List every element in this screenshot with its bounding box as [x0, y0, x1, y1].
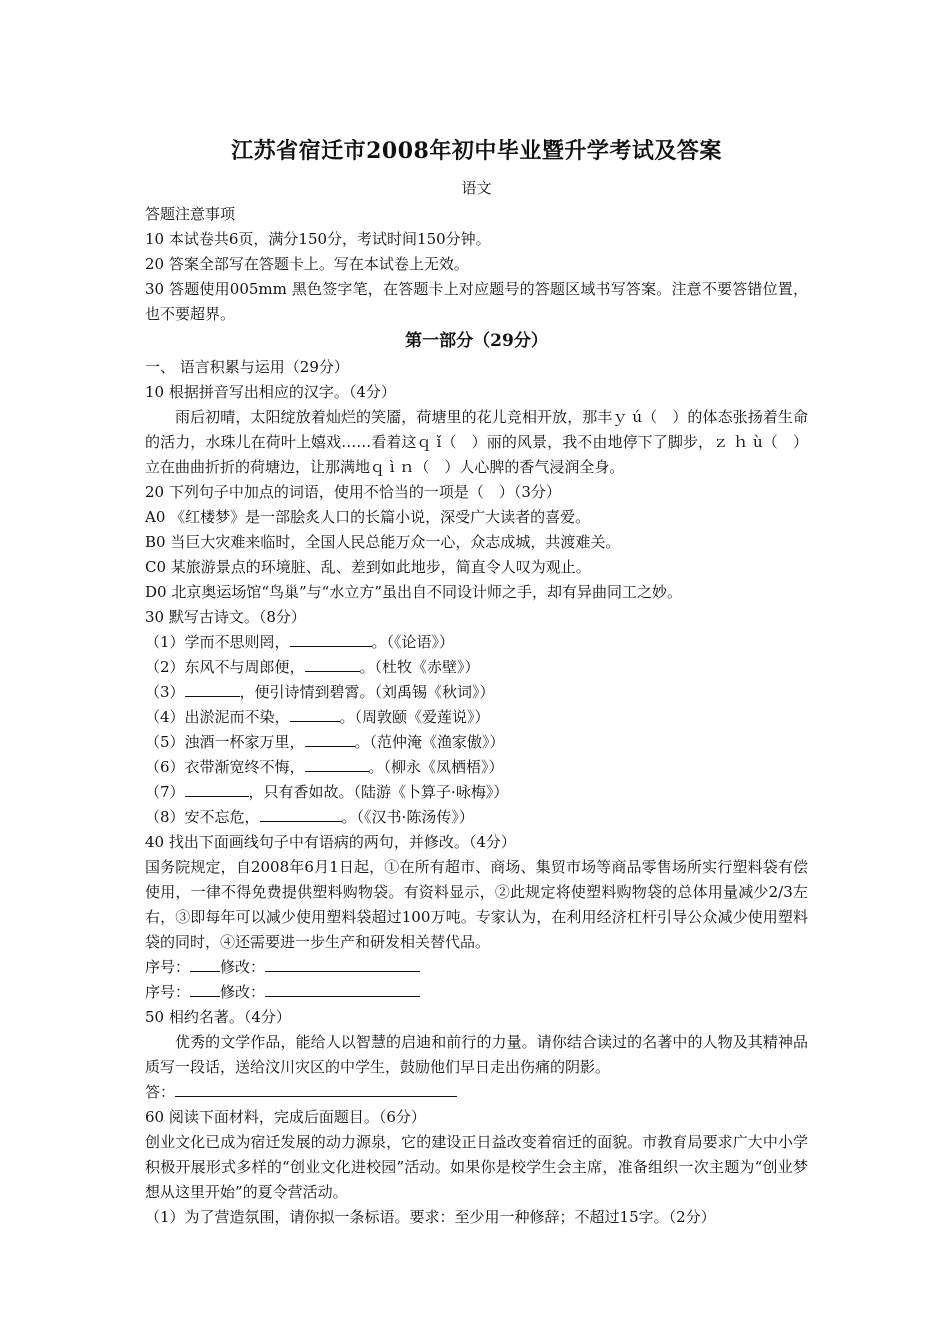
- q3-line-1: [145, 630, 808, 655]
- q3-line-3: [145, 680, 808, 705]
- q3-line-4-post: 。（周敦颐《爱莲说》）: [339, 708, 490, 726]
- q3-line-4-pre: （4）出淤泥而不染，: [145, 708, 290, 726]
- q4-answer-row-2: [145, 980, 808, 1005]
- q2-option-d: D0 北京奥运场馆“鸟巢”与“水立方”虽出自不同设计师之手，却有异曲同工之妙。: [145, 583, 683, 601]
- q3-line-3-post: ，便引诗情到碧霄。（刘禹锡《秋词》）: [239, 683, 495, 701]
- part1-subheading: 一、 语言积累与运用（29分）: [145, 358, 349, 376]
- q5-answer-row: [145, 1080, 808, 1105]
- q3-line-2-pre: （2）东风不与周郎便，: [145, 658, 305, 676]
- q2-option-c: C0 某旅游景点的环境脏、乱、差到如此地步，简直令人叹为观止。: [145, 558, 591, 576]
- q3-blank-6[interactable]: [305, 757, 369, 772]
- q3-line-1-pre: （1）学而不思则罔，: [145, 633, 290, 651]
- q5-answer-blank[interactable]: [175, 1082, 457, 1097]
- q4-answer-row-1: [145, 955, 808, 980]
- q4-seq-blank-1[interactable]: [190, 957, 220, 972]
- q5-answer-label: 答：: [145, 1083, 176, 1101]
- q3-line-6-post: 。（柳永《凤栖梧》）: [368, 758, 504, 776]
- q4-stem: 40 找出下面画线句子中有语病的两句，并修改。（4分）: [145, 833, 516, 851]
- q3-line-5-post: 。（范仲淹《渔家傲》）: [354, 733, 505, 751]
- q3-line-7-pre: （7）: [145, 783, 185, 801]
- q3-line-7-post: ，只有香如故。（陆游《卜算子·咏梅》）: [248, 783, 509, 801]
- q6-stem: 60 阅读下面材料，完成后面题目。（6分）: [145, 1108, 426, 1126]
- note-1: 10 本试卷共6页，满分150分，考试时间150分钟。: [145, 230, 491, 248]
- q4-text: 国务院规定，自2008年6月1日起，①在所有超市、商场、集贸市场等商品零售场所实行塑料袋有偿使用，一律不得免费提供塑料购物袋。有资料显示，②此规定将使塑料购物袋的总体用量减少2/3左右，③即每年可以减少使用塑料袋超过100万吨。专家认为，在利用经济杠杆引导公众减少使用塑料袋的同时，④还需要进一步生产和研发相关替代品。: [145, 858, 808, 951]
- q3-line-8-pre: （8）安不忘危，: [145, 808, 260, 826]
- note-3: 30 答题使用005mm 黑色签字笔，在答题卡上对应题号的答题区域书写答案。注意不要答错位置，也不要超界。: [145, 280, 808, 323]
- q1-stem: 10 根据拼音写出相应的汉字。（4分）: [145, 383, 396, 401]
- q2-stem: 20 下列句子中加点的词语，使用不恰当的一项是（ ）（3分）: [145, 483, 561, 501]
- q3-line-5-pre: （5）浊酒一杯家万里，: [145, 733, 305, 751]
- q4-seq-label-2: 序号：: [145, 983, 191, 1001]
- q2-option-b: B0 当巨大灾难来临时，全国人民总能万众一心，众志成城，共渡难关。: [145, 533, 621, 551]
- q2-option-a: A0 《红楼梦》是一部脍炙人口的长篇小说，深受广大读者的喜爱。: [145, 508, 591, 526]
- q3-blank-7[interactable]: [185, 782, 249, 797]
- q3-line-6-pre: （6）衣带渐宽终不悔，: [145, 758, 305, 776]
- q3-line-3-pre: （3）: [145, 683, 185, 701]
- q3-blank-4[interactable]: [290, 707, 340, 722]
- q3-stem: 30 默写古诗文。（8分）: [145, 608, 306, 626]
- q4-fix-blank-1[interactable]: [265, 957, 420, 972]
- q1-text: 雨后初晴，太阳绽放着灿烂的笑靥，荷塘里的花儿竞相开放，那丰ｙ ú（ ）的体态张扬着生命的活力，水珠儿在荷叶上嬉戏……看着这ｑ ǐ（ ）丽的风景，我不由地停下了脚步，ｚ ｈ ù（ ）立在曲曲折折的荷塘边，让那满地ｑ ì ｎ（ ）人心脾的香气浸润全身。: [145, 408, 808, 476]
- notes-heading: 答题注意事项: [145, 205, 236, 223]
- subject-label: 语文: [461, 179, 492, 197]
- q3-line-8-post: 。（《汉书·陈汤传》）: [341, 808, 474, 826]
- q3-line-2-post: 。（杜牧《赤壁》）: [359, 658, 480, 676]
- q3-blank-1[interactable]: [290, 632, 372, 647]
- note-2: 20 答案全部写在答题卡上。写在本试卷上无效。: [145, 255, 469, 273]
- q6-text: 创业文化已成为宿迁发展的动力源泉，它的建设正日益改变着宿迁的面貌。市教育局要求广大中小学积极开展形式多样的“创业文化进校园”活动。如果你是校学生会主席，准备组织一次主题为“创业梦想从这里开始”的夏令营活动。: [145, 1133, 808, 1201]
- q4-seq-label-1: 序号：: [145, 958, 191, 976]
- q4-fix-blank-2[interactable]: [265, 982, 420, 997]
- q4-seq-blank-2[interactable]: [190, 982, 220, 997]
- q5-stem: 50 相约名著。（4分）: [145, 1008, 291, 1026]
- q4-fix-label-2: 修改：: [220, 983, 266, 1001]
- q3-blank-3[interactable]: [185, 682, 240, 697]
- q3-blank-2[interactable]: [305, 657, 360, 672]
- page-title: 江苏省宿迁市2008年初中毕业暨升学考试及答案: [231, 138, 722, 164]
- q3-line-2: [145, 655, 808, 680]
- q3-line-7: [145, 780, 808, 805]
- q3-line-1-post: 。（《论语》）: [371, 633, 455, 651]
- exam-page: [145, 136, 808, 1230]
- q4-fix-label-1: 修改：: [220, 958, 266, 976]
- q3-line-5: [145, 730, 808, 755]
- q5-text: 优秀的文学作品，能给人以智慧的启迪和前行的力量。请你结合读过的名著中的人物及其精神品质写一段话，送给汶川灾区的中学生，鼓励他们早日走出伤痛的阴影。: [145, 1033, 808, 1076]
- part1-heading: 第一部分（29分）: [405, 331, 548, 351]
- q3-blank-8[interactable]: [260, 807, 342, 822]
- q3-line-8: [145, 805, 808, 830]
- q3-blank-5[interactable]: [305, 732, 355, 747]
- q6-sub-1: （1）为了营造氛围，请你拟一条标语。要求：至少用一种修辞；不超过15字。（2分）: [145, 1208, 716, 1226]
- q3-line-6: [145, 755, 808, 780]
- q3-line-4: [145, 705, 808, 730]
